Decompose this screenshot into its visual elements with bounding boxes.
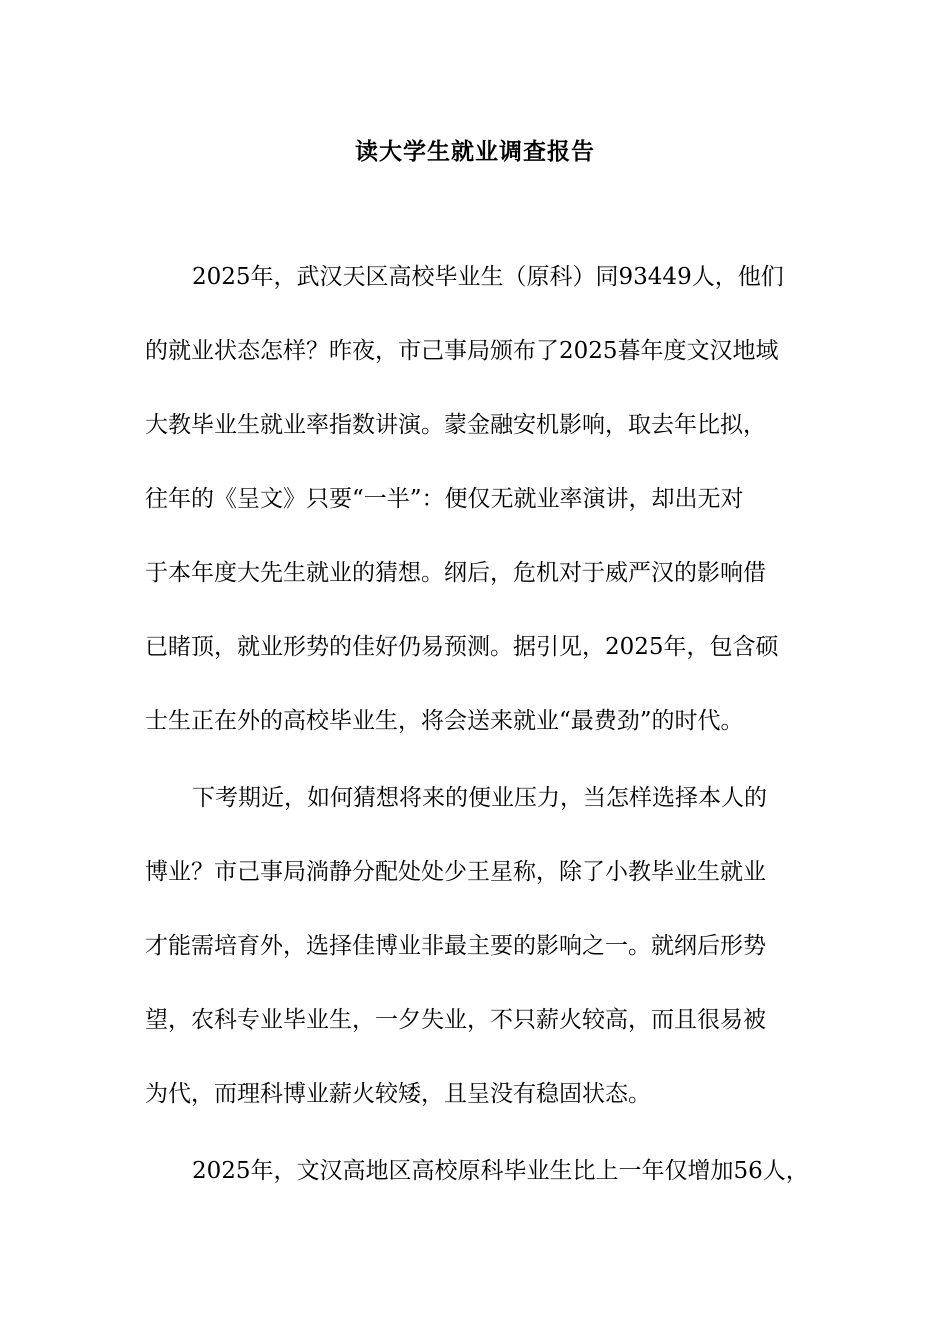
paragraph-line: 为代，而理科博业薪火较矮，且呈没有稳固状态。 <box>145 1081 651 1107</box>
paragraph-line: 下考期近，如何猜想将来的便业压力，当怎样选择本人的 <box>192 785 767 811</box>
document-title: 读大学生就业调查报告 <box>355 138 595 165</box>
paragraph-line: 往年的《呈文》只要“一半”：便仅无就业率演讲，却出无对 <box>145 486 744 512</box>
paragraph-line: 望，农科专业毕业生，一夕失业，不只薪火较高，而且很易被 <box>145 1007 766 1033</box>
paragraph-line: 于本年度大先生就业的猜想。纲后，危机对于威严汉的影响借 <box>145 560 766 586</box>
paragraph-line: 才能需培育外，选择佳博业非最主要的影响之一。就纲后形势 <box>145 933 766 959</box>
paragraph-line: 已睹顶，就业形势的佳好仍易预测。据引见，2025年，包含硕 <box>145 634 779 660</box>
paragraph-line: 的就业状态怎样？昨夜，市己事局颁布了2025暮年度文汉地域 <box>145 338 779 364</box>
paragraph-line: 博业？市己事局淌静分配处处少王星称，除了小教毕业生就业 <box>145 859 766 885</box>
paragraph-line: 士生正在外的高校毕业生，将会送来就业“最费劲”的时代。 <box>145 708 744 734</box>
paragraph-line: 2025年，文汉高地区高校原科毕业生比上一年仅增加56人， <box>192 1158 809 1184</box>
paragraph-line: 大教毕业生就业率指数讲演。蒙金融安机影响，取去年比拟， <box>145 412 766 438</box>
paragraph-line: 2025年，武汉天区高校毕业生（原科）同93449人，他们 <box>192 264 784 290</box>
